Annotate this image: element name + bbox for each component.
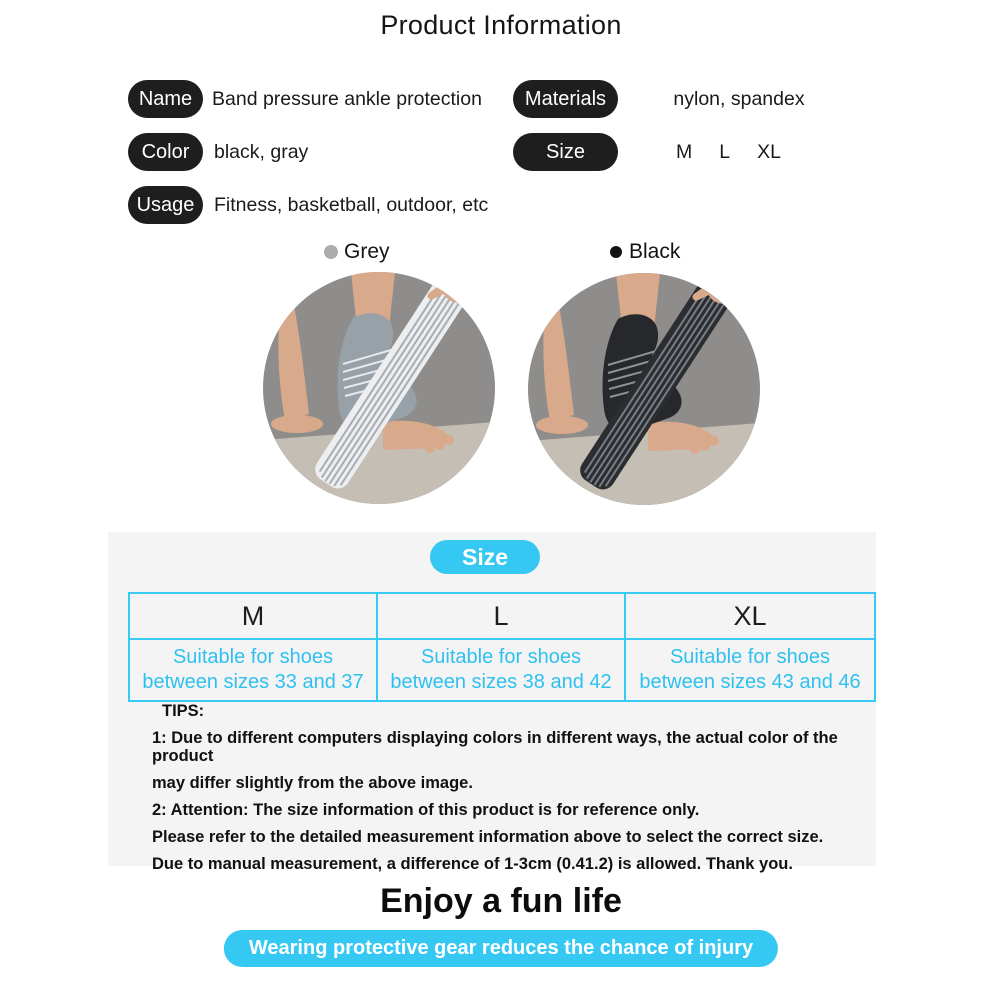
size-pill <box>513 133 618 171</box>
size-table <box>128 592 876 702</box>
tips-line-1: 1: Due to different computers displaying colors in different ways, the actual color of the product <box>152 729 838 765</box>
tips-block <box>152 703 868 883</box>
ankle-brace-black-illustration <box>528 273 760 505</box>
color-pill <box>128 133 203 171</box>
size-table-cell-m-line2: between sizes 33 and 37 <box>142 671 364 693</box>
size-table-cell-m-line1: Suitable for shoes <box>172 646 334 668</box>
tips-line-4: Please refer to the detailed measurement information above to select the correct size. <box>152 827 824 846</box>
product-photo-grey <box>263 272 495 504</box>
grey-dot-icon <box>324 245 338 259</box>
size-section-heading: Size <box>430 540 540 574</box>
size-table-cell-xl-line1: Suitable for shoes <box>669 646 831 668</box>
variant-black-label: Black <box>629 240 681 263</box>
size-table-cell-m <box>130 640 378 700</box>
name-pill-label: Name <box>138 87 193 110</box>
color-value: black, gray <box>214 141 309 163</box>
size-table-cell-l-line2: between sizes 38 and 42 <box>390 671 612 693</box>
tips-line-3: 2: Attention: The size information of this product is for reference only. <box>152 800 700 819</box>
size-option-xl: XL <box>757 141 781 163</box>
materials-pill-label: Materials <box>524 87 607 110</box>
materials-pill <box>513 80 618 118</box>
color-pill-label: Color <box>141 140 190 163</box>
size-pill-label: Size <box>546 140 585 163</box>
footer-headline: Enjoy a fun life <box>380 882 622 920</box>
black-dot-icon <box>610 246 622 258</box>
usage-pill <box>128 186 203 224</box>
ankle-brace-grey-illustration <box>263 272 495 504</box>
size-option-l: L <box>719 141 731 163</box>
size-table-cell-l-line1: Suitable for shoes <box>420 646 582 668</box>
usage-value: Fitness, basketball, outdoor, etc <box>214 194 489 216</box>
tips-line-5: Due to manual measurement, a difference of 1-3cm (0.41.2) is allowed. Thank you. <box>152 854 793 873</box>
variant-grey-label: Grey <box>344 240 390 263</box>
size-table-cell-xl <box>626 640 874 700</box>
materials-value: nylon, spandex <box>673 88 805 110</box>
name-pill <box>128 80 203 118</box>
size-table-header-xl: XL <box>626 594 874 640</box>
name-value: Band pressure ankle protection <box>212 88 482 110</box>
size-table-cell-xl-line2: between sizes 43 and 46 <box>639 671 861 693</box>
size-table-header-l: L <box>378 594 626 640</box>
page-title: Product Information <box>380 10 622 40</box>
usage-pill-label: Usage <box>136 193 195 216</box>
size-options <box>676 141 781 164</box>
size-table-cell-l <box>378 640 626 700</box>
tips-heading: TIPS: <box>162 702 205 720</box>
product-photo-black <box>528 273 760 505</box>
size-table-header-m: M <box>130 594 378 640</box>
size-option-m: M <box>676 141 693 163</box>
tips-line-2: may differ slightly from the above image. <box>152 773 473 792</box>
footer-banner: Wearing protective gear reduces the chance of injury <box>224 930 778 967</box>
